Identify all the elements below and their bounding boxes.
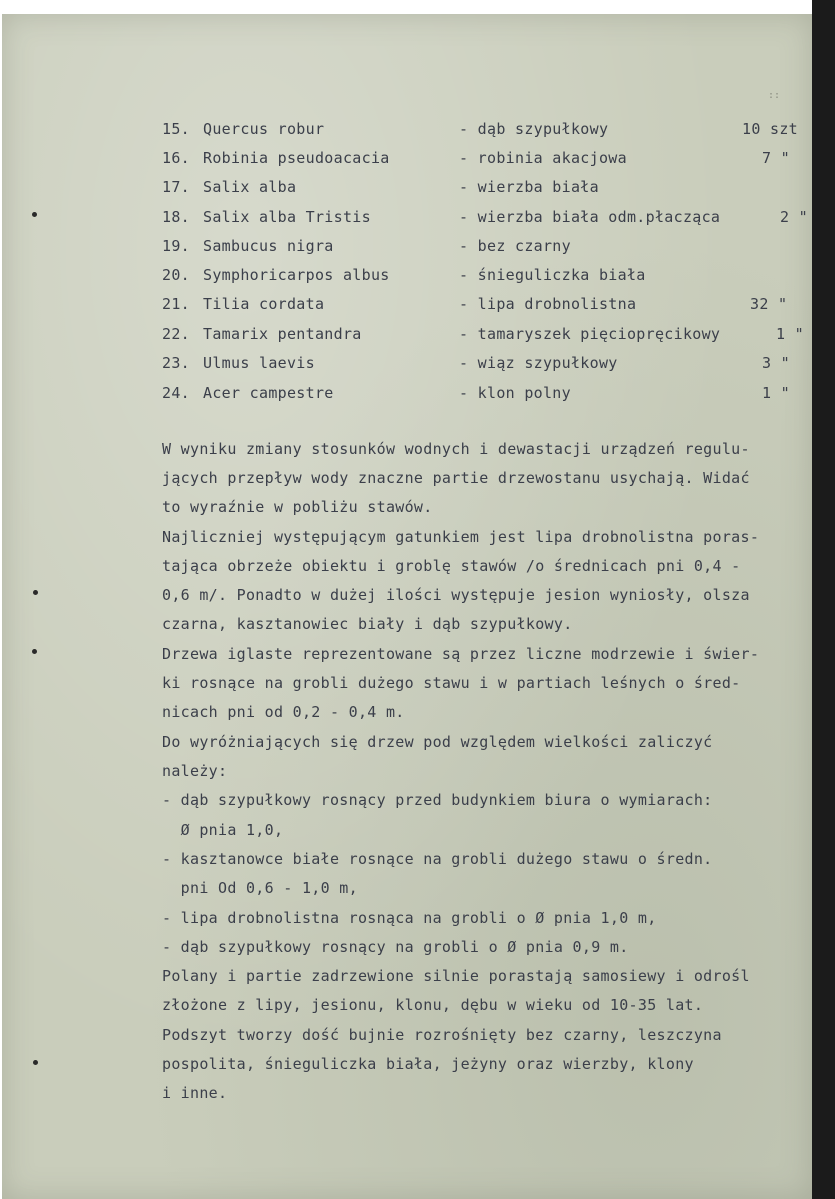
species-latin-name: Salix alba Tristis bbox=[203, 208, 371, 226]
body-text-line: Do wyróżniających się drzew pod względem wielkości zaliczyć bbox=[162, 733, 713, 751]
body-text-line: Ø pnia 1,0, bbox=[162, 821, 284, 839]
species-polish-name: - wierzba biała odm.płacząca bbox=[459, 208, 721, 226]
species-count: 32 " bbox=[750, 295, 788, 313]
species-count: 10 szt bbox=[742, 120, 798, 138]
body-text-line: to wyraźnie w pobliżu stawów. bbox=[162, 498, 433, 516]
species-latin-name: Sambucus nigra bbox=[203, 237, 334, 255]
species-count: 7 " bbox=[762, 149, 790, 167]
body-text-line: jących przepływ wody znaczne partie drzewostanu usychają. Widać bbox=[162, 469, 750, 487]
species-row bbox=[2, 354, 812, 380]
body-text-line: - lipa drobnolistna rosnąca na grobli o Ø pnia 1,0 m, bbox=[162, 909, 657, 927]
species-number: 16. bbox=[162, 149, 190, 167]
species-polish-name: - dąb szypułkowy bbox=[459, 120, 609, 138]
punch-hole-mark bbox=[33, 1060, 38, 1065]
species-count: 2 " bbox=[780, 208, 808, 226]
species-number: 17. bbox=[162, 178, 190, 196]
body-text-line: pni Od 0,6 - 1,0 m, bbox=[162, 879, 358, 897]
species-row bbox=[2, 295, 812, 321]
species-number: 15. bbox=[162, 120, 190, 138]
body-text-line: tająca obrzeże obiektu i groblę stawów /o średnicach pni 0,4 - bbox=[162, 557, 741, 575]
species-polish-name: - śnieguliczka biała bbox=[459, 266, 646, 284]
species-row bbox=[2, 384, 812, 410]
punch-hole-mark bbox=[32, 649, 37, 654]
corner-mark: :: bbox=[768, 90, 781, 101]
body-text-line: pospolita, śnieguliczka biała, jeżyny oraz wierzby, klony bbox=[162, 1055, 694, 1073]
body-text-line: ki rosnące na grobli dużego stawu i w partiach leśnych o śred- bbox=[162, 674, 741, 692]
species-polish-name: - lipa drobnolistna bbox=[459, 295, 637, 313]
right-dark-edge bbox=[812, 0, 835, 1199]
body-text-line: Podszyt tworzy dość bujnie rozrośnięty bez czarny, leszczyna bbox=[162, 1026, 722, 1044]
body-text-line: 0,6 m/. Ponadto w dużej ilości występuje jesion wyniosły, olsza bbox=[162, 586, 750, 604]
body-text-line: nicach pni od 0,2 - 0,4 m. bbox=[162, 703, 405, 721]
punch-hole-mark bbox=[33, 590, 38, 595]
species-latin-name: Tamarix pentandra bbox=[203, 325, 362, 343]
species-polish-name: - wiąz szypułkowy bbox=[459, 354, 618, 372]
body-text-line: złożone z lipy, jesionu, klonu, dębu w wieku od 10-35 lat. bbox=[162, 996, 704, 1014]
body-text-line: - dąb szypułkowy rosnący na grobli o Ø pnia 0,9 m. bbox=[162, 938, 629, 956]
body-text-line: - kasztanowce białe rosnące na grobli dużego stawu o średn. bbox=[162, 850, 713, 868]
species-count: 1 " bbox=[762, 384, 790, 402]
species-polish-name: - bez czarny bbox=[459, 237, 571, 255]
species-row bbox=[2, 325, 812, 351]
body-text-line: - dąb szypułkowy rosnący przed budynkiem biura o wymiarach: bbox=[162, 791, 713, 809]
species-count: 3 " bbox=[762, 354, 790, 372]
top-margin-strip bbox=[0, 0, 812, 14]
body-text-line: Najliczniej występującym gatunkiem jest lipa drobnolistna poras- bbox=[162, 528, 760, 546]
species-number: 18. bbox=[162, 208, 190, 226]
species-polish-name: - robinia akacjowa bbox=[459, 149, 627, 167]
species-number: 23. bbox=[162, 354, 190, 372]
body-text-line: czarna, kasztanowiec biały i dąb szypułkowy. bbox=[162, 615, 573, 633]
species-latin-name: Ulmus laevis bbox=[203, 354, 315, 372]
species-row bbox=[2, 266, 812, 292]
species-latin-name: Acer campestre bbox=[203, 384, 334, 402]
body-text-line: i inne. bbox=[162, 1084, 228, 1102]
species-row bbox=[2, 237, 812, 263]
body-text-line: Drzewa iglaste reprezentowane są przez liczne modrzewie i świer- bbox=[162, 645, 760, 663]
species-row bbox=[2, 120, 812, 146]
species-number: 24. bbox=[162, 384, 190, 402]
body-text-line: W wyniku zmiany stosunków wodnych i dewastacji urządzeń regulu- bbox=[162, 440, 750, 458]
body-text-line: należy: bbox=[162, 762, 228, 780]
species-latin-name: Salix alba bbox=[203, 178, 297, 196]
species-number: 22. bbox=[162, 325, 190, 343]
species-polish-name: - tamaryszek pięciopręcikowy bbox=[459, 325, 721, 343]
body-text-line: Polany i partie zadrzewione silnie porastają samosiewy i odrośl bbox=[162, 967, 750, 985]
species-number: 20. bbox=[162, 266, 190, 284]
typewritten-page bbox=[2, 14, 812, 1199]
species-polish-name: - klon polny bbox=[459, 384, 571, 402]
species-row bbox=[2, 208, 812, 234]
species-latin-name: Robinia pseudoacacia bbox=[203, 149, 390, 167]
species-latin-name: Tilia cordata bbox=[203, 295, 325, 313]
species-number: 19. bbox=[162, 237, 190, 255]
species-latin-name: Symphoricarpos albus bbox=[203, 266, 390, 284]
species-row bbox=[2, 178, 812, 204]
species-latin-name: Quercus robur bbox=[203, 120, 325, 138]
species-count: 1 " bbox=[776, 325, 804, 343]
species-number: 21. bbox=[162, 295, 190, 313]
species-row bbox=[2, 149, 812, 175]
species-polish-name: - wierzba biała bbox=[459, 178, 599, 196]
